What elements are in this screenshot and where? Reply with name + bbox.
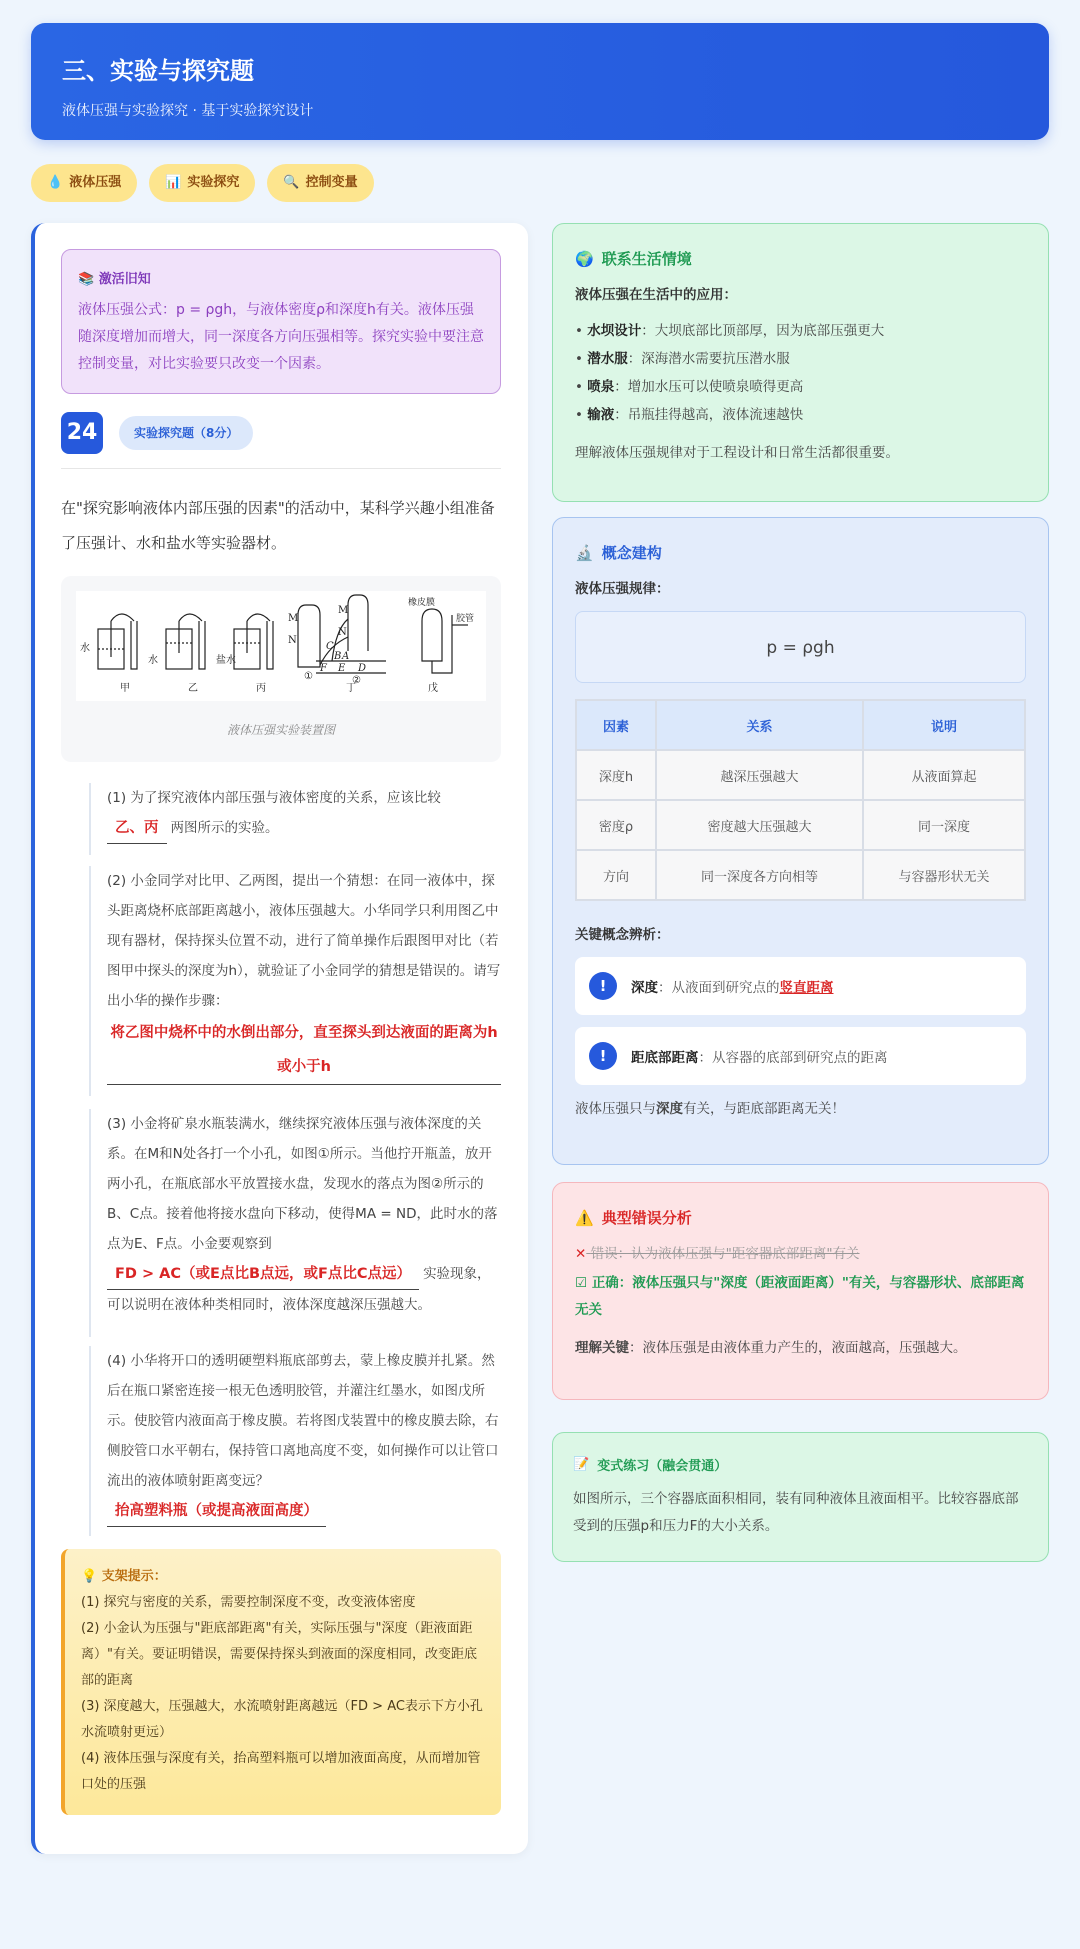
books-icon: 📚 xyxy=(78,272,95,287)
figure-label: 水 xyxy=(148,655,158,666)
figure-label: N xyxy=(338,627,347,638)
tag-experiment[interactable] xyxy=(149,164,255,202)
water-drop-icon: 💧 xyxy=(47,175,64,190)
tag-liquid-pressure[interactable] xyxy=(31,164,137,202)
figure-label: M xyxy=(288,613,299,624)
figure-label: 水 xyxy=(80,643,90,654)
wrong-statement: ✕ 错误：认为液体压强与"距容器底部距离"有关 xyxy=(575,1246,860,1262)
activate-knowledge-box xyxy=(61,249,501,394)
list-item: • 输液：吊瓶挂得越高，液体流速越快 xyxy=(575,407,804,423)
figure-label: 橡皮膜 xyxy=(408,598,436,608)
table-cell: 从液面算起 xyxy=(864,751,1024,799)
concept-title: 🔬 概念建构 xyxy=(575,543,662,562)
table-header-row xyxy=(577,701,1024,749)
figure-label: 戊 xyxy=(428,683,438,694)
key-concept-bottom-distance: ! 距底部距离：从容器的底部到研究点的距离 xyxy=(575,1027,1026,1085)
table-header: 说明 xyxy=(864,701,1024,749)
memo-icon: 📝 xyxy=(573,1457,590,1472)
table-cell: 密度越大压强越大 xyxy=(657,801,862,849)
lightbulb-icon: 💡 xyxy=(81,1569,98,1584)
life-list xyxy=(575,317,1026,429)
hint-line: (4) 液体压强与深度有关，抬高塑料瓶可以增加液面高度，从而增加管口处的压强 xyxy=(81,1751,481,1792)
understanding-key: 理解关键：液体压强是由液体重力产生的，液面越高，压强越大。 xyxy=(575,1340,967,1356)
question-number: 24 xyxy=(61,412,103,454)
life-title: 🌍 联系生活情境 xyxy=(575,249,692,268)
tag-label: 控制变量 xyxy=(305,175,358,190)
hint-title: 💡 支架提示： xyxy=(81,1569,167,1584)
figure-label: ① xyxy=(304,671,313,682)
microscope-icon: 🔬 xyxy=(575,543,594,562)
sub-question-1: (1) 为了探究液体内部压强与液体密度的关系，应该比较 乙、丙 两图所示的实验。 xyxy=(89,783,501,855)
figure-label: D xyxy=(358,663,367,674)
table-header: 因素 xyxy=(577,701,655,749)
table-row xyxy=(577,851,1024,899)
tag-label: 液体压强 xyxy=(69,175,122,190)
figure-label: ② xyxy=(352,675,361,686)
figure-label: C xyxy=(326,641,334,652)
correct-statement: ☑ 正确：液体压强只与"深度（距液面距离）"有关，与容器形状、底部距离无关 xyxy=(575,1275,1025,1318)
warning-icon: ⚠️ xyxy=(575,1208,594,1227)
experiment-apparatus-figure xyxy=(76,591,486,701)
figure-label: E xyxy=(338,663,346,674)
tag-control-variable[interactable] xyxy=(267,164,373,202)
figure-label: 丁 xyxy=(346,683,356,694)
life-subtitle: 液体压强在生活中的应用： xyxy=(575,287,737,303)
sub-question-3: (3) 小金将矿泉水瓶装满水，继续探究液体压强与液体深度的关系。在M和N处各打一个小孔，如图①所示。当他拧开瓶盖，放开两小孔，在瓶底部水平放置接水盘，发现水的落点为图②所示的B、C点。接着他将接水盘向下移动，使得MA = ND，此时水的落点为E、F点。小金要观察到FD > AC（或E点比B点远，或F点比C点远） 实验现象，可以说明在液体种类相同时，液体深度越深压强越大。 xyxy=(89,1109,501,1337)
figure-label: 丙 xyxy=(256,683,266,694)
question-panel xyxy=(31,223,528,1854)
life-context-card xyxy=(552,223,1049,502)
answer-3: FD > AC（或E点比B点远，或F点比C点远） xyxy=(107,1259,419,1290)
formula-box: p = ρgh xyxy=(575,611,1026,683)
sub-question-4: (4) 小华将开口的透明硬塑料瓶底部剪去，蒙上橡皮膜并扎紧。然后在瓶口紧密连接一根无色透明胶管，并灌注红墨水，如图戊所示。使胶管内液面高于橡皮膜。若将图戊装置中的橡皮膜去除，右侧胶管口水平朝右，保持管口离地高度不变，如何操作可以让管口流出的液体喷射距离变远？ 抬高塑料瓶（或提高液面高度） xyxy=(89,1346,501,1536)
figure-container xyxy=(61,576,501,762)
table-cell: 密度ρ xyxy=(577,801,655,849)
check-icon: ☑ xyxy=(575,1275,588,1291)
exclamation-icon: ! xyxy=(589,1042,617,1070)
list-item: • 潜水服：深海潜水需要抗压潜水服 xyxy=(575,351,790,367)
figure-label: 盐水 xyxy=(216,655,236,666)
key-concepts-title: 关键概念辨析： xyxy=(575,927,670,943)
chart-icon: 📊 xyxy=(165,175,182,190)
tag-label: 实验探究 xyxy=(187,175,240,190)
key-concept-depth: ! 深度：从液面到研究点的竖直距离 xyxy=(575,957,1026,1015)
figure-label: F xyxy=(320,663,327,674)
table-row xyxy=(577,751,1024,799)
concept-card xyxy=(552,517,1049,1165)
figure-label: B xyxy=(334,651,342,662)
list-item: • 喷泉：增加水压可以使喷泉喷得更高 xyxy=(575,379,804,395)
figure-caption: 液体压强实验装置图 xyxy=(226,723,335,737)
practice-title: 📝 变式练习（融会贯通） xyxy=(573,1457,728,1474)
activate-content: 液体压强公式：p = ρgh，与液体密度ρ和深度h有关。液体压强随深度增加而增大，同一深度各方向压强相等。探究实验中要注意控制变量，对比实验要只改变一个因素。 xyxy=(78,302,484,372)
hint-line: (3) 深度越大，压强越大，水流喷射距离越远（FD > AC表示下方小孔水流喷射更远） xyxy=(81,1699,483,1740)
activate-title: 📚 激活旧知 xyxy=(78,272,151,287)
answer-1: 乙、丙 xyxy=(107,813,167,844)
error-analysis-card xyxy=(552,1182,1049,1400)
concept-footer: 液体压强只与深度有关，与距底部距离无关！ xyxy=(575,1101,845,1117)
cross-icon: ✕ xyxy=(575,1246,587,1262)
table-header: 关系 xyxy=(657,701,862,749)
life-footer: 理解液体压强规律对于工程设计和日常生活都很重要。 xyxy=(575,445,899,461)
page-title: 三、实验与探究题 xyxy=(62,57,254,85)
rules-table xyxy=(575,699,1026,901)
question-intro: 在"探究影响液体内部压强的因素"的活动中，某科学兴趣小组准备了压强计、水和盐水等实验器材。 xyxy=(61,499,495,552)
sub-question-2: (2) 小金同学对比甲、乙两图，提出一个猜想：在同一液体中，探头距离烧杯底部距离越小，液体压强越大。小华同学只利用图乙中现有器材，保持探头位置不动，进行了简单操作后跟图甲对比（若图甲中探头的深度为h），就验证了小金同学的猜想是错误的。请写出小华的操作步骤： 将乙图中烧杯中的水倒出部分，直至探头到达液面的距离为h或小于h xyxy=(89,866,501,1096)
figure-label: 乙 xyxy=(188,683,198,694)
table-cell: 方向 xyxy=(577,851,655,899)
hint-line: (2) 小金认为压强与"距底部距离"有关，实际压强与"深度（距液面距离）"有关。要证明错误，需要保持探头到液面的深度相同，改变距底部的距离 xyxy=(81,1621,477,1688)
table-cell: 越深压强越大 xyxy=(657,751,862,799)
error-title: ⚠️ 典型错误分析 xyxy=(575,1208,692,1227)
figure-label: 胶管 xyxy=(456,614,475,624)
tag-row xyxy=(31,164,374,202)
figure-label: N xyxy=(288,635,297,646)
divider xyxy=(61,468,501,469)
answer-4: 抬高塑料瓶（或提高液面高度） xyxy=(107,1496,326,1527)
question-type-badge: 实验探究题（8分） xyxy=(119,416,253,450)
concept-subtitle: 液体压强规律： xyxy=(575,581,670,597)
table-cell: 同一深度 xyxy=(864,801,1024,849)
hint-line: (1) 探究与密度的关系，需要控制深度不变，改变液体密度 xyxy=(81,1595,416,1610)
list-item: • 水坝设计：大坝底部比顶部厚，因为底部压强更大 xyxy=(575,323,885,339)
table-cell: 同一深度各方向相等 xyxy=(657,851,862,899)
table-cell: 深度h xyxy=(577,751,655,799)
magnifier-icon: 🔍 xyxy=(283,175,300,190)
answer-2: 将乙图中烧杯中的水倒出部分，直至探头到达液面的距离为h或小于h xyxy=(107,1016,501,1085)
practice-content: 如图所示，三个容器底面积相同，装有同种液体且液面相平。比较容器底部受到的压强p和压力F的大小关系。 xyxy=(573,1491,1019,1534)
exclamation-icon: ! xyxy=(589,972,617,1000)
figure-label: A xyxy=(342,651,350,662)
practice-card xyxy=(552,1432,1049,1562)
scaffold-hint-box xyxy=(61,1549,501,1815)
page-subtitle: 液体压强与实验探究 · 基于实验探究设计 xyxy=(62,103,314,119)
page-header xyxy=(31,23,1049,140)
figure-label: M xyxy=(338,605,349,616)
globe-icon: 🌍 xyxy=(575,249,594,268)
table-cell: 与容器形状无关 xyxy=(864,851,1024,899)
figure-label: 甲 xyxy=(120,683,130,694)
table-row xyxy=(577,801,1024,849)
